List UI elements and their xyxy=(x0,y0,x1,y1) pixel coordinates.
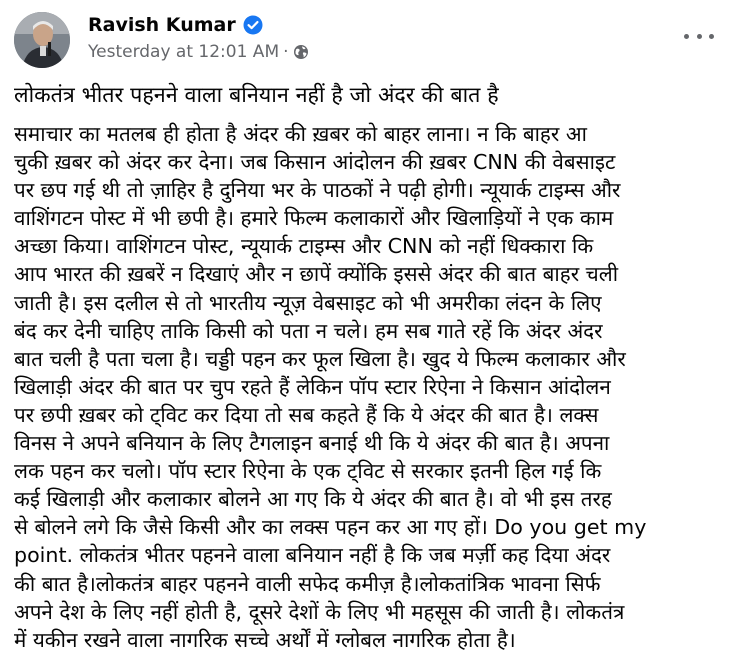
post-body-line: वाशिंगटन पोस्ट में भी छपी है। हमारे फिल्म कलाकारों और खिलाड़ियों ने एक काम xyxy=(14,206,614,231)
more-dot xyxy=(684,34,689,39)
post-body-line: विनस ने अपने बनियान के लिए टैगलाइन बनाई थी कि ये अंदर की बात है। अपना xyxy=(14,431,610,456)
post-body-line: में यकीन रखने वाला नागरिक सच्चे अर्थों में ग्लोबल नागरिक होता है। xyxy=(14,627,516,652)
post-body-line: कई खिलाड़ी और कलाकार बोलने आ गए कि ये अंदर की बात है। वो भी इस तरह xyxy=(14,487,612,512)
post-body-line: जाती है। इस दलील से तो भारतीय न्यूज़ वेबसाइट को भी अमरीका लंदन के लिए xyxy=(14,290,602,315)
post-body-line: अच्छा किया। वाशिंगटन पोस्ट, न्यूयार्क टाइम्स और CNN को नहीं धिक्कारा कि xyxy=(14,234,594,259)
post-body-line: से बोलने लगे कि जैसे किसी और का लक्स पहन कर आ गए हों। Do you get my xyxy=(14,515,647,540)
more-options-icon[interactable] xyxy=(684,24,714,48)
post-body-line: लक पहन कर चलो। पॉप स्टार रिऐना के एक ट्विट से सरकार इतनी हिल गई कि xyxy=(14,459,602,484)
post-body-line: अपने देश के लिए नहीं होती है, दूसरे देशों के लिए भी महसूस की जाती है। लोकतंत्र xyxy=(14,599,625,624)
more-dot xyxy=(709,34,714,39)
avatar-photo xyxy=(14,12,70,68)
meta-separator: · xyxy=(283,42,289,62)
post-body xyxy=(14,120,716,654)
post-title: लोकतंत्र भीतर पहनने वाला बनियान नहीं है जो अंदर की बात है xyxy=(14,83,499,108)
post-meta xyxy=(88,42,309,62)
post-body-line: बंद कर देनी चाहिए ताकि किसी को पता न चले। हम सब गाते रहें कि अंदर अंदर xyxy=(14,318,603,343)
post-body-line: पर छपी ख़बर को ट्विट कर दिया तो सब कहते हैं कि ये अंदर की बात है। लक्स xyxy=(14,402,599,427)
post-body-line: समाचार का मतलब ही होता है अंदर की ख़बर को बाहर लाना। न कि बाहर आ xyxy=(14,122,587,146)
post-timestamp[interactable]: Yesterday at 12:01 AM xyxy=(88,42,280,62)
post-body-line: बात चली है पता चला है। चड्डी पहन कर फूल खिला है। खुद ये फिल्म कलाकार और xyxy=(14,346,626,371)
post-header xyxy=(14,12,714,68)
author-name-row xyxy=(88,14,263,36)
globe-icon[interactable] xyxy=(293,44,309,60)
verified-badge-icon xyxy=(243,15,263,35)
more-dot xyxy=(697,34,702,39)
post-body-line: point. लोकतंत्र भीतर पहनने वाला बनियान नहीं है कि जब मर्ज़ी कह दिया अंदर xyxy=(14,543,611,568)
post-body-line: आप भारत की ख़बरें न दिखाएं और न छापें क्योंकि इससे अंदर की बात बाहर चली xyxy=(14,262,619,287)
post-body-line: खिलाड़ी अंदर की बात पर चुप रहते हैं लेकिन पॉप स्टार रिऐना ने किसान आंदोलन xyxy=(14,374,611,399)
post-body-line: चुकी ख़बर को अंदर कर देना। जब किसान आंदोलन की ख़बर CNN की वेबसाइट xyxy=(14,150,616,175)
avatar[interactable] xyxy=(14,12,70,68)
post-body-line: की बात है।लोकतंत्र बाहर पहनने वाली सफेद कमीज़ है।लोकतांत्रिक भावना सिर्फ xyxy=(14,571,601,596)
post-body-line: पर छप गई थी तो ज़ाहिर है दुनिया भर के पाठकों ने पढ़ी होगी। न्यूयार्क टाइम्स और xyxy=(14,178,621,203)
author-name[interactable]: Ravish Kumar xyxy=(88,14,236,36)
